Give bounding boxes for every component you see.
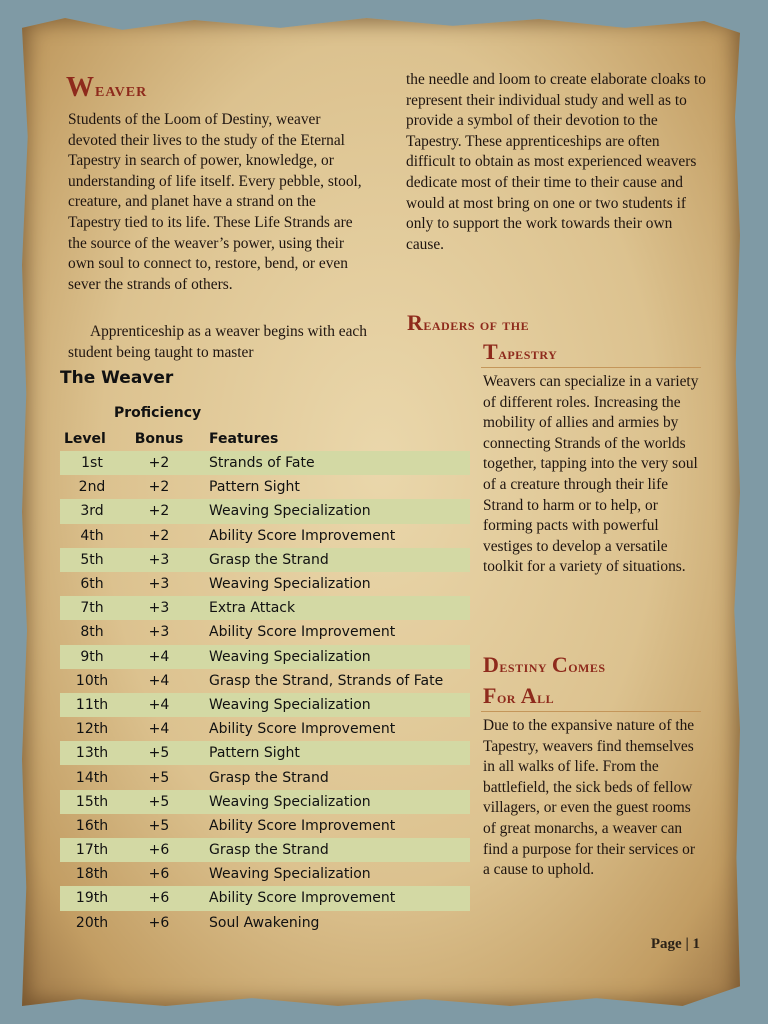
level-cell: 5th [60,548,124,572]
level-cell: 7th [60,596,124,620]
bonus-cell: +2 [148,527,170,544]
features-cell: Ability Score Improvement [209,527,396,544]
features-cell: Soul Awakening [209,914,320,931]
level-cell: 8th [80,624,104,641]
features-cell: Ability Score Improvement [209,721,396,738]
table-row [60,475,470,499]
table-row [60,451,470,475]
features-cell: Grasp the Strand, Strands of Fate [209,672,444,689]
table-row [60,548,470,572]
bonus-cell: +4 [148,721,170,738]
table-header-row [60,427,470,451]
bonus-cell: +3 [124,596,194,620]
features-cell: Weaving Specialization [209,576,371,593]
table-title: The Weaver [60,368,174,388]
features-cell: Strands of Fate [194,451,470,475]
features-cell: Grasp the Strand [209,769,329,786]
level-cell: 14th [75,769,109,786]
bonus-cell: +5 [148,817,170,834]
level-cell: 10th [75,672,109,689]
bonus-cell: +6 [148,866,170,883]
intro-paragraph-1: Students of the Loom of Destiny, weaver devoted their lives to the study of the Eternal Tapestry in search of power, knowledge, or understanding of life itself. Every pebble, stool, creature, and planet have a strand on the Tapestry tied to its life. These Life Strands are the source of the weaver’s power, using their own soul to connect to, restore, bend, or even sever the strands of others. [68,111,362,293]
page-footer [651,936,700,953]
readers-paragraph: Weavers can specialize in a variety of different roles. Increasing the mobility of allies and armies by connecting Strands of the worlds together, tapping into the very soul of a creature through their life Strand to harm or to help, or forming pacts with powerful vestiges to develop a versatile toolkit for a variety of situations. [483,373,699,576]
features-cell: Weaving Specialization [209,866,371,883]
readers-heading-line2: Tapestry [483,339,558,364]
level-cell: 6th [80,576,104,593]
table-row [60,862,470,886]
level-cell: 13th [60,741,124,765]
level-cell: 3rd [60,499,124,523]
bonus-cell: +4 [124,645,194,669]
bonus-cell: +4 [124,693,194,717]
destiny-divider [481,711,701,712]
page-label: Page [650,936,682,952]
table-row [60,741,470,765]
table-row [60,765,470,789]
features-cell: Ability Score Improvement [209,624,396,641]
level-cell: 17th [60,838,124,862]
features-cell: Pattern Sight [209,479,300,496]
features-cell: Weaving Specialization [194,790,470,814]
features-cell: Grasp the Strand [194,548,470,572]
features-cell: Extra Attack [194,596,470,620]
page-title: Weaver [66,72,148,103]
bonus-cell: +2 [124,499,194,523]
bonus-cell: +5 [148,769,170,786]
readers-heading: Readers of the [407,310,530,335]
bonus-cell: +2 [124,451,194,475]
header-features: Features [209,431,279,447]
bonus-cell: +4 [148,672,170,689]
table-row [60,620,470,644]
page-number: 1 [692,936,700,952]
bonus-cell: +3 [148,624,170,641]
table-row [60,572,470,596]
level-cell: 18th [75,866,109,883]
level-cell: 11th [60,693,124,717]
features-cell: Weaving Specialization [194,499,470,523]
level-cell: 4th [80,527,104,544]
header-level: Level [64,431,106,447]
table-row [60,886,470,910]
table-row [60,499,470,523]
weaver-class-table [60,427,470,935]
destiny-paragraph: Due to the expansive nature of the Tapestry, weavers find themselves in all walks of life. From the battlefield, the sick beds of fellow villagers, or even the guest rooms of great monarchs, a weaver can find a purpose for their services or a cause to uphold. [483,717,695,879]
bonus-cell: +3 [148,576,170,593]
table-row [60,645,470,669]
level-cell: 12th [75,721,109,738]
header-bonus: Bonus [134,431,184,447]
level-cell: 2nd [78,479,106,496]
table-row [60,669,470,693]
proficiency-header: Proficiency [114,405,202,421]
table-row [60,524,470,548]
bonus-cell: +6 [148,914,170,931]
destiny-heading: Destiny Comes [483,652,606,677]
level-cell: 20th [75,914,109,931]
table-row [60,838,470,862]
readers-divider [481,367,701,368]
level-cell: 19th [60,886,124,910]
features-cell: Ability Score Improvement [209,817,396,834]
bonus-cell: +2 [148,479,170,496]
features-cell: Weaving Specialization [194,645,470,669]
level-cell: 15th [60,790,124,814]
features-cell: Ability Score Improvement [194,886,470,910]
page-separator: | [685,936,689,952]
table-row [60,814,470,838]
intro-paragraph-continued: the needle and loom to create elaborate cloaks to represent their individual study and well as to provide a symbol of their devotion to the Tapestry. These apprenticeships are often difficult to obtain as most experienced weavers dedicate most of their time to their cause and would at most bring on one or two students if only to support the work towards their own cause. [406,71,706,253]
bonus-cell: +6 [124,886,194,910]
table-row [60,717,470,741]
features-cell: Grasp the Strand [194,838,470,862]
bonus-cell: +6 [124,838,194,862]
level-cell: 9th [60,645,124,669]
table-row [60,790,470,814]
table-row [60,911,470,935]
table-row [60,693,470,717]
features-cell: Pattern Sight [194,741,470,765]
intro-paragraph-2: Apprenticeship as a weaver begins with each student being taught to master [68,323,367,361]
level-cell: 16th [75,817,109,834]
features-cell: Weaving Specialization [194,693,470,717]
table-row [60,596,470,620]
bonus-cell: +3 [124,548,194,572]
bonus-cell: +5 [124,741,194,765]
bonus-cell: +5 [124,790,194,814]
destiny-heading-line2: For All [483,683,555,708]
level-cell: 1st [60,451,124,475]
